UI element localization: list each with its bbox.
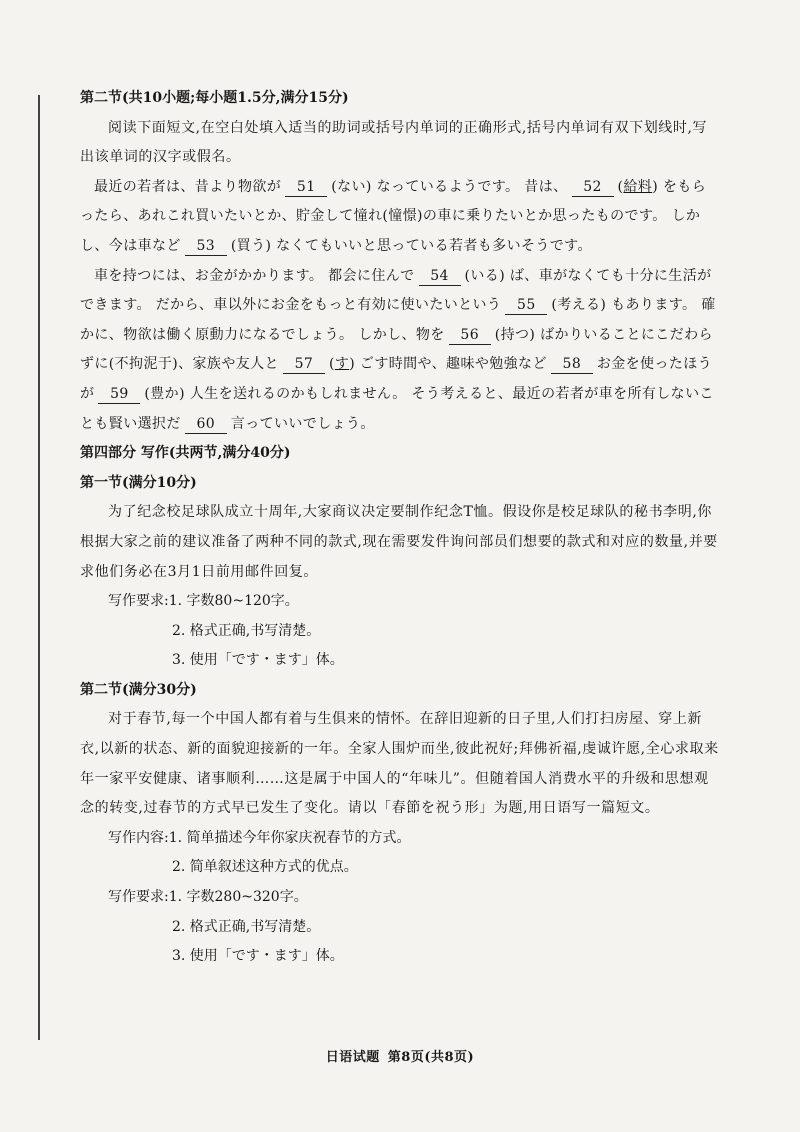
writing-1-requirement-3: 3. 使用「です・ます」体。 xyxy=(172,652,344,669)
passage-paragraph-2: 車を持つには、お金がかかります。 都会に住んで 54 (いる) ば、車がなくても十分に生活ができます。 だから、車以外にお金をもっと有効に使いたいという 55 (考える) もあります。 確かに、物欲は働く原動力になるでしょう。 しかし、物を 56 (持つ) ばかりいることにこだわらずに(不拘泥于)、家族や友人と 57 (す) ごす時間や、趣味や勉強など 58 お金を使ったほうが 59 (豊か) 人生を送れるのかもしれません。 そう考えると、最近の若者が車を所有しないことも賢い選択だ 60 言っていいでしょう。 xyxy=(80,267,716,432)
writing-1-requirement-1: 写作要求:1. 字数80~120字。 xyxy=(108,593,299,610)
writing-2-requirement-2: 2. 格式正确,书写清楚。 xyxy=(172,918,321,935)
blank-57: 57 xyxy=(283,355,325,374)
blank-54: 54 xyxy=(419,267,461,286)
blank-56: 56 xyxy=(449,326,491,345)
exam-page xyxy=(80,84,720,972)
blank-59: 59 xyxy=(98,385,140,404)
writing-2-content-1: 写作内容:1. 简单描述今年你家庆祝春节的方式。 xyxy=(108,829,411,846)
margin-rule xyxy=(38,95,40,1040)
writing-2-requirement-1: 写作要求:1. 字数280~320字。 xyxy=(108,889,308,906)
writing-2-content-2: 2. 简单叙述这种方式的优点。 xyxy=(172,859,358,876)
blank-53: 53 xyxy=(185,237,227,256)
writing-2-requirement-3: 3. 使用「です・ます」体。 xyxy=(172,948,344,965)
blank-51: 51 xyxy=(285,178,327,197)
writing-section-2-prompt: 对于春节,每一个中国人都有着与生俱来的情怀。在辞旧迎新的日子里,人们打扫房屋、穿上新衣,以新的状态、新的面貌迎接新的一年。全家人围炉而坐,彼此祝好;拜佛祈福,虔诚许愿,全心求取来年一家平安健康、诸事顺利……这是属于中国人的“年味儿”。但随着国人消费水平的升级和思想观念的转变,过春节的方式早已发生了变化。请以「春節を祝う形」为题,用日语写一篇短文。 xyxy=(80,711,719,817)
blank-58: 58 xyxy=(551,355,593,374)
blank-55: 55 xyxy=(505,296,547,315)
section-2-instruction: 阅读下面短文,在空白处填入适当的助词或括号内单词的正确形式,括号内单词有双下划线时,写出该单词的汉字或假名。 xyxy=(80,119,708,166)
writing-1-requirement-2: 2. 格式正确,书写清楚。 xyxy=(172,622,321,639)
footer-subject: 日语试题 xyxy=(325,1050,380,1065)
passage-paragraph-1: 最近の若者は、昔より物欲が 51 (ない) なっているようです。 昔は、 52 (給料) をもらったら、あれこれ買いたいとか、貯金して憧れ(憧憬)の車に乗りたいとか思ったものです。 しかし、今は車など 53 (買う) なくてもいいと思っている若者も多いそうです。 xyxy=(80,178,707,254)
footer-page-number: 第8页(共8页) xyxy=(387,1050,475,1065)
writing-section-1-prompt: 为了纪念校足球队成立十周年,大家商议决定要制作纪念T恤。假设你是校足球队的秘书李明,你根据大家之前的建议准备了两种不同的款式,现在需要发件询问部员们想要的款式和对应的数量,并要求他们务必在3月1日前用邮件回复。 xyxy=(80,504,718,580)
blank-52: 52 xyxy=(572,178,614,197)
underlined-word-57: す xyxy=(334,356,350,373)
section-2-heading: 第二节(共10小题;每小题1.5分,满分15分) xyxy=(80,90,349,106)
page-footer xyxy=(0,1046,800,1065)
writing-section-2-heading: 第二节(满分30分) xyxy=(80,681,197,698)
part-4-heading: 第四部分 写作(共两节,满分40分) xyxy=(80,445,291,462)
writing-section-1-heading: 第一节(满分10分) xyxy=(80,474,197,491)
blank-60: 60 xyxy=(185,415,227,434)
underlined-word-52: 給料 xyxy=(623,178,653,195)
